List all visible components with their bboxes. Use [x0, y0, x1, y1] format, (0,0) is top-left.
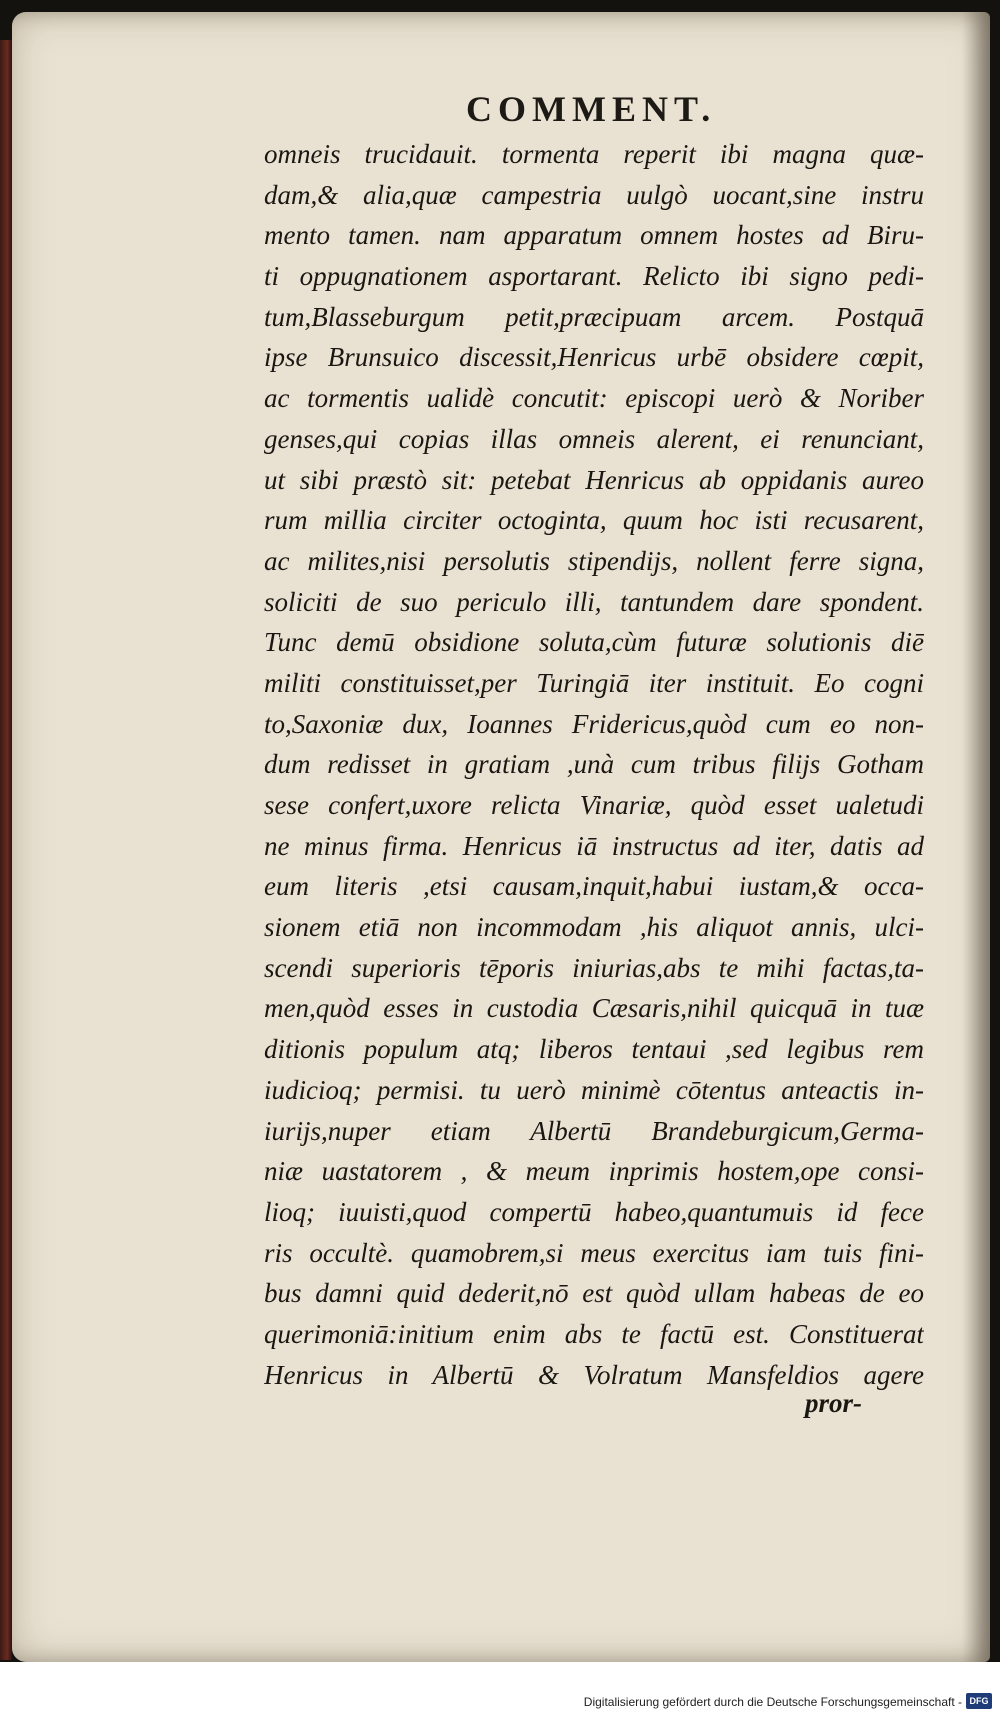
text-line: bus damni quid dederit,nō est quòd ullam habeas de eo — [264, 1278, 924, 1309]
text-line: sionem etiā non incommodam ,his aliquot annis, ulci- — [264, 912, 924, 943]
text-line: soliciti de suo periculo illi, tantundem dare spondent. — [264, 586, 924, 617]
text-line: lioq; iuuisti,quod compertū habeo,quantumuis id fece — [264, 1196, 924, 1227]
text-line: eum literis ,etsi causam,inquit,habui iustam,& occa- — [264, 871, 924, 902]
text-line: ditionis populum atq; liberos tentaui ,sed legibus rem — [264, 1034, 924, 1065]
text-line: rum millia circiter octoginta, quum hoc isti recusarent, — [264, 505, 924, 536]
text-line: ac milites,nisi persolutis stipendijs, nollent ferre signa, — [264, 545, 924, 576]
text-line: ris occultè. quamobrem,si meus exercitus iam tuis fini- — [264, 1237, 924, 1268]
text-line: iudicioq; permisi. tu uerò minimè cōtentus anteactis in- — [264, 1074, 924, 1105]
text-line: ac tormentis ualidè concutit: episcopi uerò & Noriber — [264, 383, 924, 414]
text-line: to,Saxoniæ dux, Ioannes Fridericus,quòd cum eo non- — [264, 708, 924, 739]
text-line: ipse Brunsuico discessit,Henricus urbē obsidere cœpit, — [264, 342, 924, 373]
text-line: tum,Blasseburgum petit,præcipuam arcem. Postquā — [264, 301, 924, 332]
text-line: scendi superioris tēporis iniurias,abs te mihi factas,ta- — [264, 952, 924, 983]
catchword: pror- — [805, 1388, 863, 1418]
text-line: men,quòd esses in custodia Cæsaris,nihil quicquā in tuæ — [264, 993, 924, 1024]
text-line: sese confert,uxore relicta Vinariæ, quòd esset ualetudi — [264, 790, 924, 820]
footer-credit: Digitalisierung gefördert durch die Deutsche Forschungsgemeinschaft - — [583, 1695, 962, 1709]
text-line: Henricus in Albertū & Volratum Mansfeldios agere — [264, 1359, 924, 1390]
text-line: niæ uastatorem , & meum inprimis hostem,ope consi- — [264, 1156, 924, 1187]
text-line: genses,qui copias illas omneis alerent, ei renunciant, — [264, 423, 924, 454]
book-edge — [0, 40, 12, 1660]
text-line: dam,& alia,quæ campestria uulgò uocant,sine instru — [264, 179, 924, 210]
page-gutter-shadow — [962, 12, 990, 1662]
text-line: dum redisset in gratiam ,unà cum tribus filijs Gotham — [264, 749, 924, 780]
text-line: militi constituisset,per Turingiā iter instituit. Eo cogni — [264, 667, 924, 698]
text-line: Tunc demū obsidione soluta,cùm futuræ solutionis diē — [264, 627, 924, 658]
running-head: COMMENT. — [466, 89, 717, 129]
text-line: omneis trucidauit. tormenta reperit ibi magna quæ- — [264, 139, 924, 169]
text-line: mento tamen. nam apparatum omnem hostes ad Biru- — [264, 220, 924, 251]
text-line: querimoniā:initium enim abs te factū est. Constituerat — [264, 1318, 924, 1349]
text-line: ut sibi præstò sit: petebat Henricus ab oppidanis aureo — [264, 464, 924, 495]
body-text — [264, 134, 924, 1395]
text-line: ne minus firma. Henricus iā instructus ad iter, datis ad — [264, 830, 924, 861]
footer-bar — [0, 1662, 1000, 1718]
text-line: ti oppugnationem asportarant. Relicto ibi signo pedi- — [264, 261, 924, 292]
text-line: iurijs,nuper etiam Albertū Brandeburgicum,Germa- — [264, 1115, 924, 1146]
dfg-logo-icon: DFG — [966, 1693, 992, 1709]
